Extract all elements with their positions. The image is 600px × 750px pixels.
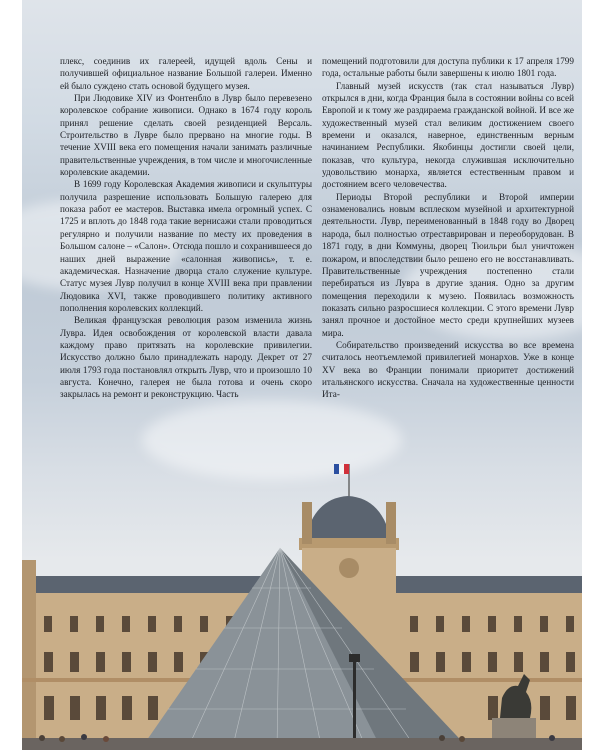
magazine-page bbox=[22, 0, 582, 750]
paragraph: плекс, соединив их галереей, идущей вдоль Сены и получившей официальное название Большой галереи. Именно ей было суждено стать основой будущего музея. bbox=[60, 56, 312, 91]
paragraph: В 1699 году Королевская Академия живописи и скульптуры получила разрешение использовать Большую галерею для показа работ ее мастеров. Выставка имела огромный успех. С 1725 и вплоть до 1848 года такие вернисажи стали проводиться регулярно и получили название по месту их проведения в Большом салоне – «Салон». Отсюда пошло и сохранившееся до наших дней выражение «салонная живопись», т. е. академическая. Назначение дворца стало служение культуре. Статус музея Лувр получил в конце XVIII века при правлении Людовика XVI, также проводившего политику активного пополнения королевских коллекций. bbox=[60, 179, 312, 313]
right-text-column bbox=[322, 55, 574, 401]
paragraph: Великая французская революция разом изменила жизнь Лувра. Идея освобождения от королевской власти давала каждому право притязать на королевские привилегии. Искусство должно было принадлежать народу. Декрет от 27 июля 1793 года постановлял открыть Лувр, что и произошло 10 августа. Конечно, галерея не была готова и очень скоро закрылась на ремонт и реконструкцию. Часть bbox=[60, 315, 312, 400]
left-text-column bbox=[60, 55, 312, 401]
paragraph: Периоды Второй республики и Второй империи ознаменовались новым всплеском музейной и архитектурной деятельности. Лувр, переименованный в 1848 году во Дворец народа, был полностью отреставрирован и переоборудован. В 1871 году, в дни Коммуны, дворец Тюильри был уничтожен пожаром, и впоследствии было решено его не восстанавливать. Правительственные учреждения постепенно стали перебираться из Лувра в другие здания. Одно за другим помещения переходили к музею. Появилась возможность показать сильно разросшиеся коллекции. С этого времени Лувр занял прочное и достойное место среди крупнейших музеев мира. bbox=[322, 191, 574, 338]
paragraph: Главный музей искусств (так стал называться Лувр) открылся в дни, когда Франция была в состоянии войны со всей Европой и к тому же раздираема гражданской войной. И все же художественный музей стал великим достижением своего времени и оказался, наверное, единственным верным начинанием Республики. Якобинцы достигли своей цели, показав, что культура, некогда служившая исключительно удовольствию монарха, является естественным правом и достоянием всего человечества. bbox=[322, 80, 574, 190]
flag-red-stripe bbox=[344, 464, 349, 474]
paragraph: При Людовике XIV из Фонтенбло в Лувр было перевезено королевское собрание живописи. Однако в 1674 году король принял решение сделать своей резиденцией Версаль. Строительство в Лувре было прервано на многие годы. В течение XVIII века его помещения начали занимать различные правительственные учреждения, в том числе и многочисленные королевские академии. bbox=[60, 93, 312, 178]
paragraph: помещений подготовили для доступа публики к 17 апреля 1799 года, остальные работы были завершены к июлю 1801 года. bbox=[322, 56, 574, 79]
french-flag bbox=[334, 464, 349, 498]
flag-blue-stripe bbox=[334, 464, 339, 474]
paragraph: Собирательство произведений искусства во все времена считалось неотъемлемой привилегией монархов. Уже в конце XV века во Франции понимали приоритет достижений итальянского искусства. Сначала на художественные ценности Ита- bbox=[322, 339, 574, 400]
flag-white-stripe bbox=[339, 464, 344, 474]
pavilion-dome bbox=[305, 496, 391, 540]
louvre-photo bbox=[22, 440, 582, 750]
